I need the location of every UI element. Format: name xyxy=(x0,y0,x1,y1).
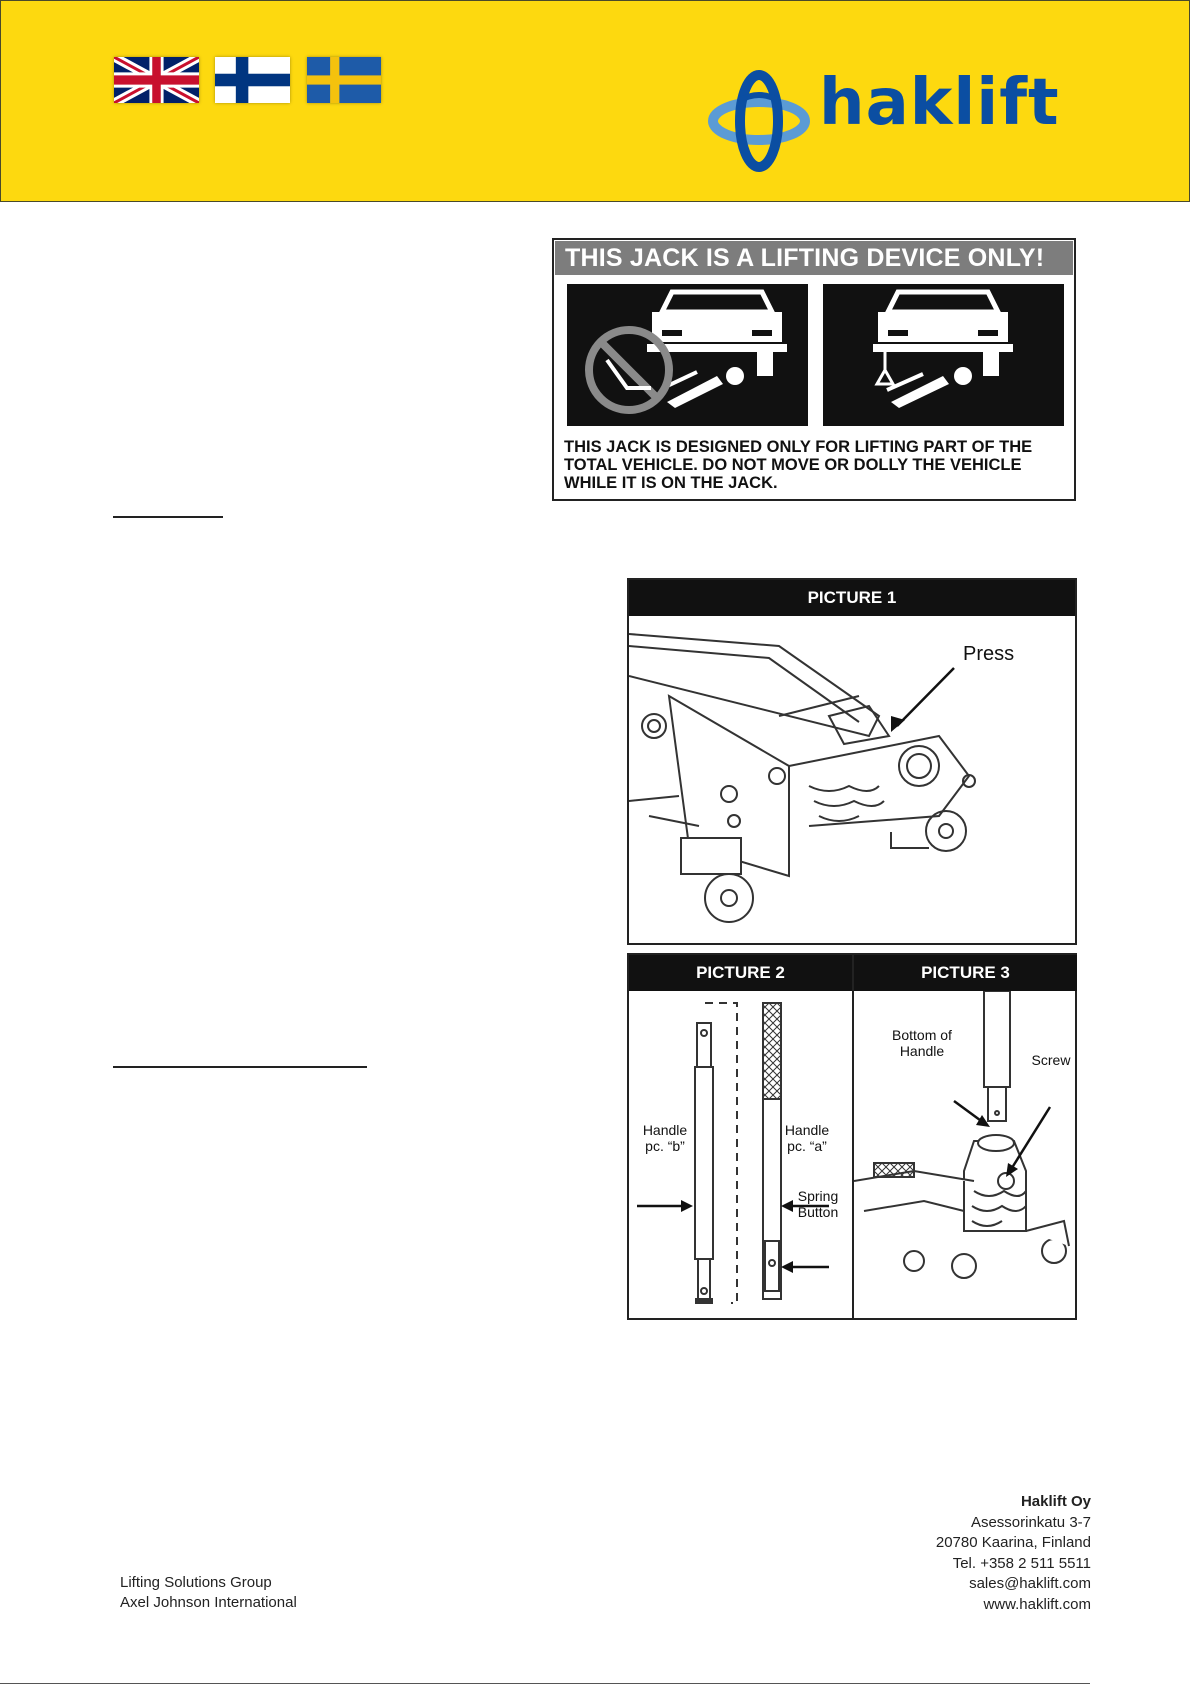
city-address: 20780 Kaarina, Finland xyxy=(935,1534,1091,1551)
header-banner xyxy=(0,0,1190,202)
bottom-of-handle-label: Bottom of Handle xyxy=(892,1027,952,1059)
section-underline-2 xyxy=(113,1066,367,1068)
warning-title: THIS JACK IS A LIFTING DEVICE ONLY! xyxy=(555,241,1073,275)
group-line-2: Axel Johnson International xyxy=(120,1594,297,1611)
email-link[interactable]: sales@haklift.com xyxy=(969,1575,1091,1592)
handle-assembly-illustration xyxy=(629,991,850,1318)
screw-label: Screw xyxy=(1031,1052,1071,1068)
handle-a-label: Handle pc. “a” xyxy=(784,1122,830,1154)
haklift-logo-text: haklift xyxy=(819,66,1060,140)
company-name: Haklift Oy xyxy=(1020,1493,1091,1510)
picture-2-title: PICTURE 2 xyxy=(629,955,852,991)
press-label: Press xyxy=(963,643,1015,665)
warning-panel-prohibited xyxy=(567,284,808,426)
car-stand-allowed-icon xyxy=(823,284,1064,426)
haklift-logo-mark-icon xyxy=(703,69,815,173)
street-address: Asessorinkatu 3-7 xyxy=(970,1513,1091,1531)
picture-1-title: PICTURE 1 xyxy=(629,580,1075,616)
warning-box xyxy=(552,238,1076,501)
picture-2-3-box xyxy=(627,953,1077,1320)
section-underline-1 xyxy=(113,516,223,518)
footer-group-info xyxy=(120,1573,297,1613)
sweden-flag-icon[interactable] xyxy=(307,57,381,103)
spring-button-label: Spring Button xyxy=(797,1188,839,1220)
footer-divider xyxy=(0,1683,1090,1684)
footer-contact-info xyxy=(936,1492,1091,1615)
group-line-1: Lifting Solutions Group xyxy=(120,1574,272,1591)
finland-flag-icon[interactable] xyxy=(215,57,290,103)
car-jack-prohibited-icon xyxy=(567,284,808,426)
handle-b-label: Handle pc. “b” xyxy=(642,1122,688,1154)
uk-flag-icon[interactable] xyxy=(114,57,199,103)
warning-panel-allowed xyxy=(823,284,1064,426)
warning-text: THIS JACK IS DESIGNED ONLY FOR LIFTING PART OF THE TOTAL VEHICLE. DO NOT MOVE OR DOLLY THE VEHICLE WHILE IT IS ON THE JACK. xyxy=(564,438,1033,492)
haklift-logo[interactable] xyxy=(703,66,1083,173)
jack-release-illustration xyxy=(629,616,1075,943)
picture-1-box xyxy=(627,578,1077,945)
phone-number: Tel. +358 2 511 5511 xyxy=(952,1554,1091,1572)
website-link[interactable]: www.haklift.com xyxy=(983,1595,1091,1613)
picture-3-title: PICTURE 3 xyxy=(854,955,1077,991)
